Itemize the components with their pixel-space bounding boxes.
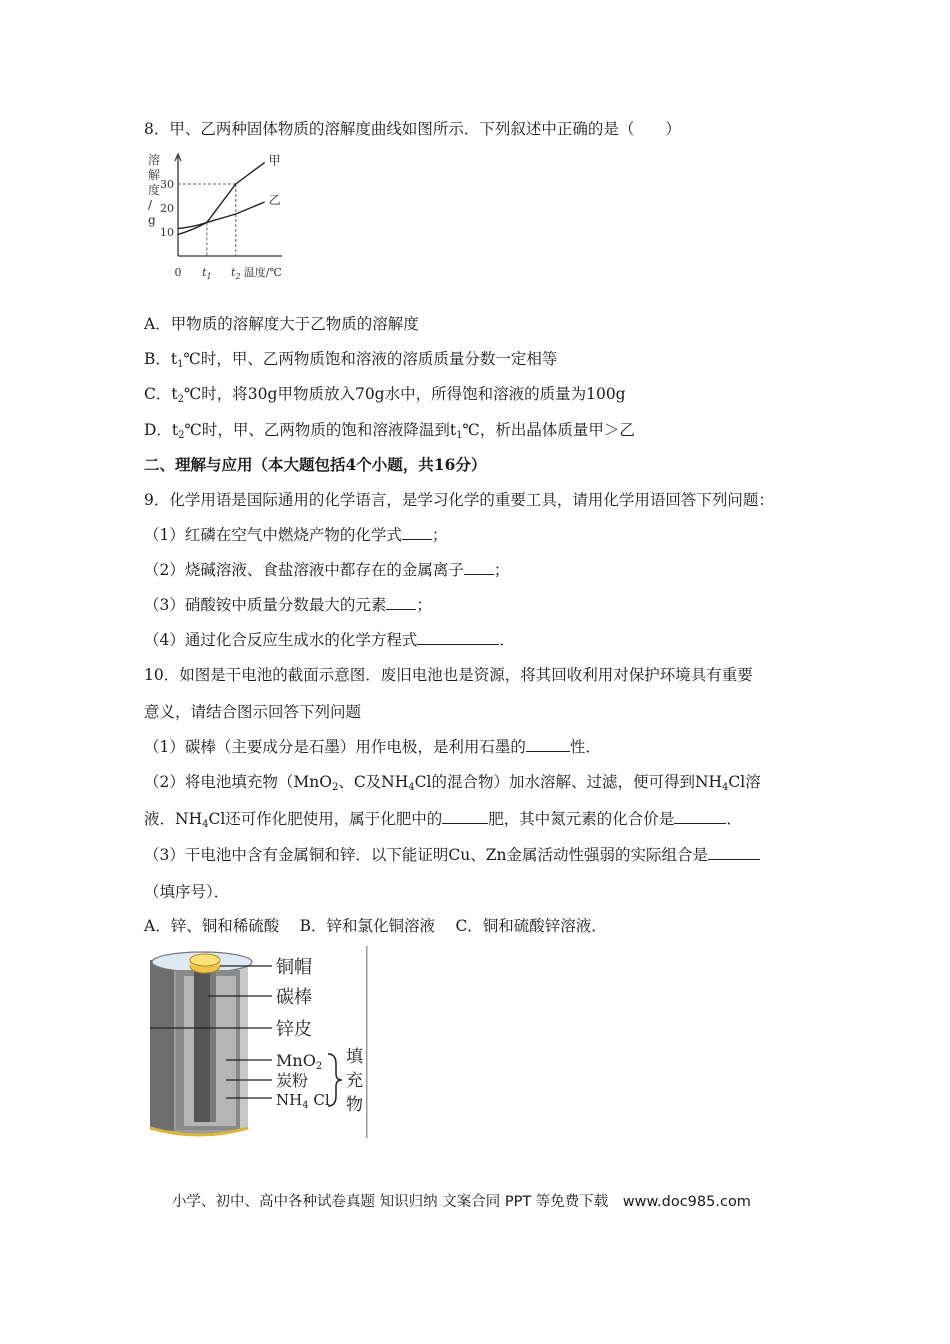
q8-option-c: C．$t_2℃$时，将30g甲物质放入70g水中，所得饱和溶液的质量为100g [144, 385, 626, 405]
answer-blank[interactable] [526, 737, 570, 752]
label-filler-1: 填 [346, 1047, 363, 1067]
label-carbon-rod: 碳棒 [276, 987, 312, 1008]
label-mno2: MnO2 [276, 1051, 323, 1072]
q10-part-2-line-1: （2）将电池填充物（MnO$_2$、C及$NH_4Cl$的混合物）加水溶解、过滤，便可得到$NH_4Cl$溶 [144, 773, 761, 793]
series-label: 甲 [268, 153, 281, 168]
solubility-chart [144, 152, 284, 288]
footer-text: 小学、初中、高中各种试卷真题 知识归纳 文案合同 PPT 等免费下载 www.doc985.com [172, 1194, 751, 1210]
label-copper-cap: 铜帽 [276, 957, 312, 978]
q10-stem-line-2: 意义，请结合图示回答下列问题 [144, 703, 362, 721]
series-label: 乙 [268, 193, 281, 207]
q9-part-2: （2）烧碱溶液、食盐溶液中都存在的金属离子 ； [144, 561, 510, 579]
q10-stem-line-1: 10．如图是干电池的截面示意图．废旧电池也是资源，将其回收利用对保护环境具有重要 [144, 666, 753, 684]
q8-option-a: A．甲物质的溶解度大于乙物质的溶解度 [144, 315, 419, 333]
label-nh4cl: $NH_4$ Cl [276, 1091, 330, 1111]
y-tick-label: 20 [160, 202, 174, 215]
q10-options: A．锌、铜和稀硫酸 B．锌和氯化铜溶液 C．铜和硫酸锌溶液． [144, 917, 607, 935]
answer-blank[interactable] [708, 845, 760, 860]
section-2-title: 二、理解与应用（本大题包括4个小题，共16分） [144, 455, 487, 474]
x-tick-label: 0 [174, 266, 182, 279]
y-axis-label-char: 溶 [148, 153, 161, 167]
y-axis-label-char: g [148, 213, 156, 227]
label-zinc-shell: 锌皮 [276, 1019, 312, 1040]
y-axis-label-char: / [148, 198, 153, 212]
q10-part-3-note: （填序号）． [144, 883, 230, 901]
y-axis-label-char: 度 [148, 183, 161, 197]
q9-part-4: （4）通过化合反应生成水的化学方程式 ． [144, 631, 515, 649]
q9-part-1: （1）红磷在空气中燃烧产物的化学式 ； [144, 526, 448, 544]
label-filler-3: 物 [346, 1095, 363, 1115]
q8-stem: 8．甲、乙两种固体物质的溶解度曲线如图所示．下列叙述中正确的是（ ） [144, 120, 681, 138]
answer-blank[interactable] [402, 525, 432, 540]
q9-part-3: （3）硝酸铵中质量分数最大的元素 ； [144, 596, 432, 614]
q10-part-1: （1）碳棒（主要成分是石墨）用作电极，是利用石墨的 性． [144, 738, 601, 756]
answer-blank[interactable] [442, 809, 488, 824]
answer-blank[interactable] [417, 630, 499, 645]
label-filler-2: 充 [346, 1071, 363, 1091]
dry-battery-diagram [144, 946, 368, 1138]
q10-part-2-line-2: 液．$NH_4Cl$还可作化肥使用，属于化肥中的 肥，其中氮元素的化合价是 ． [144, 810, 742, 830]
label-carbon-powder: 炭粉 [276, 1071, 309, 1090]
y-tick-label: 30 [160, 178, 174, 191]
x-tick-label: $t_2$ [231, 266, 241, 281]
q10-part-3: （3）干电池中含有金属铜和锌．以下能证明Cu、Zn金属活动性强弱的实际组合是 [144, 845, 760, 865]
answer-blank[interactable] [674, 809, 726, 824]
x-tick-label: $t_1$ [202, 266, 212, 281]
y-tick-label: 10 [160, 226, 174, 239]
q8-option-d: D．$t_2℃$时，甲、乙两物质的饱和溶液降温到$t_1℃$，析出晶体质量甲＞乙 [144, 421, 635, 441]
q9-stem: 9．化学用语是国际通用的化学语言，是学习化学的重要工具，请用化学用语回答下列问题： [144, 491, 774, 509]
q8-option-b: B．$t_1℃$时，甲、乙两物质饱和溶液的溶质质量分数一定相等 [144, 350, 558, 370]
y-axis-label-char: 解 [148, 168, 161, 182]
x-axis-label: 温度/℃ [243, 266, 282, 279]
answer-blank[interactable] [464, 560, 494, 575]
answer-blank[interactable] [386, 595, 416, 610]
